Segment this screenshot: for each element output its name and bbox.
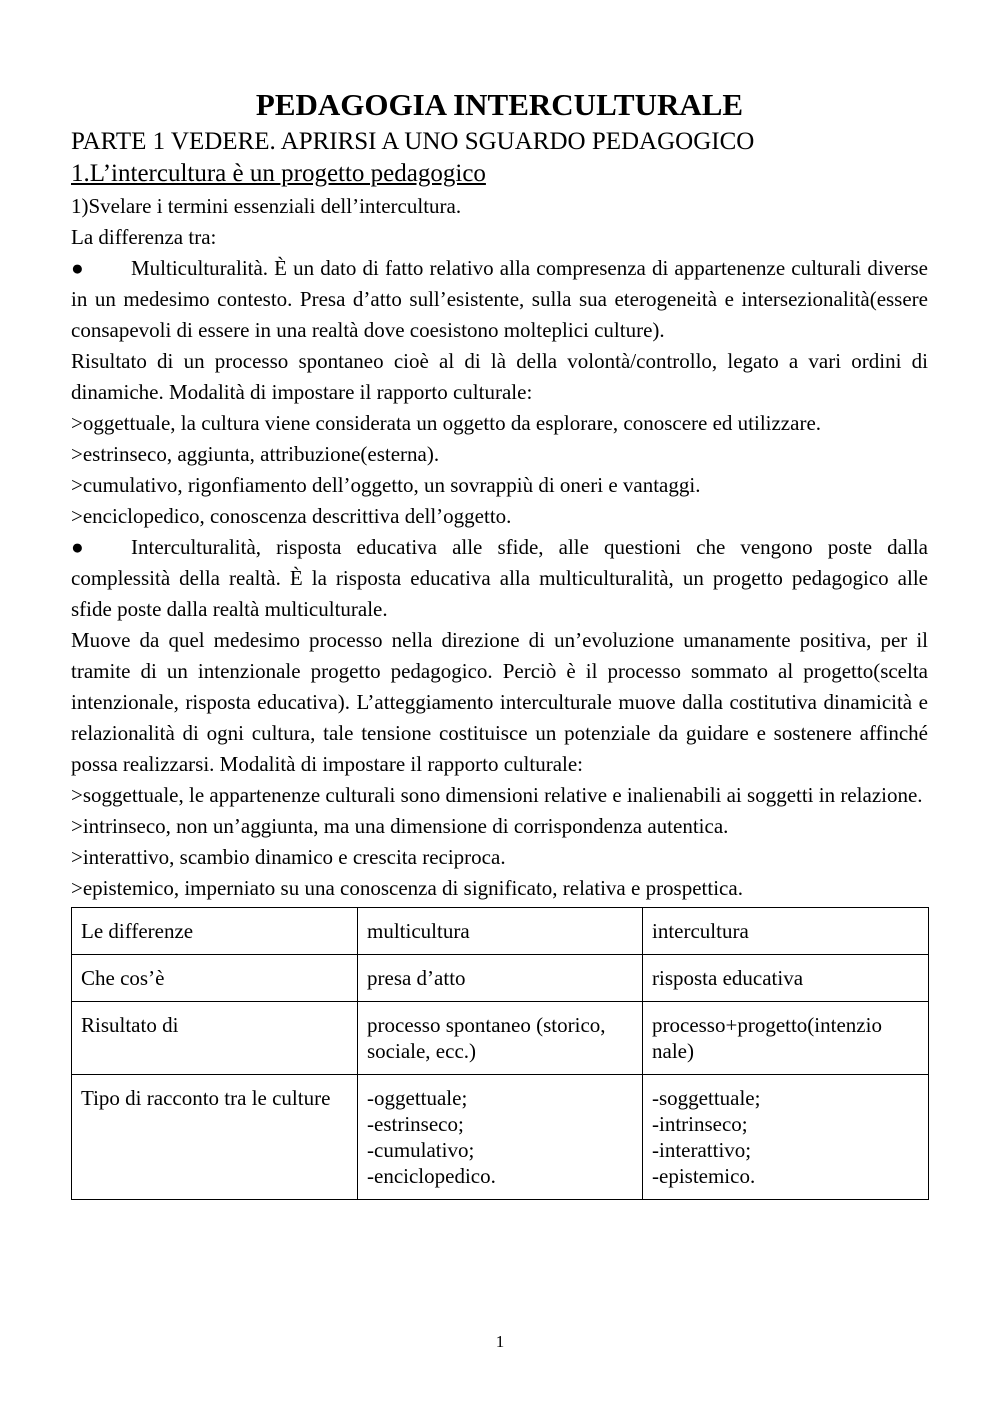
document-title: PEDAGOGIA INTERCULTURALE <box>255 87 744 122</box>
table-row <box>72 1002 929 1075</box>
multi-paragraph: Risultato di un processo spontaneo cioè al di là della volontà/controllo, legato a vari ordini di dinamiche. Modalità di impostare il rapporto culturale: <box>71 349 928 404</box>
table-cell: presa d’atto <box>358 955 643 1002</box>
inter-paragraph: Muove da quel medesimo processo nella direzione di un’evoluzione umanamente positiva, per il tramite di un intenzionale progetto pedagogico. Perciò è il processo sommato al progetto(scelta intenzionale, risposta educativa). L’atteggiamento interculturale muove dalla costitutiva dinamicità e relazionalità di ogni cultura, tale tensione costituisce un potenziale da guidare e sostenere affinché possa realizzarsi. Modalità di impostare il rapporto culturale: <box>71 628 928 776</box>
table-header-cell: intercultura <box>643 908 929 955</box>
inter-list <box>71 780 928 904</box>
list-item: >epistemico, imperniato su una conoscenza di significato, relativa e prospettica. <box>71 876 743 900</box>
table-cell: processo+progetto(intenzio nale) <box>643 1002 929 1075</box>
bullet-text: Interculturalità, risposta educativa alle sfide, alle questioni che vengono poste dalla complessità della realtà. È la risposta educativa alla multiculturalità, un progetto pedagogico alle sfide poste dalla realtà multiculturale. <box>71 535 928 621</box>
table-header-cell: Le differenze <box>72 908 358 955</box>
list-item: >cumulativo, rigonfiamento dell’oggetto, un sovrappiù di oneri e vantaggi. <box>71 473 701 497</box>
page-number: 1 <box>495 1332 505 1351</box>
table-header-row <box>72 908 929 955</box>
table-cell: risposta educativa <box>643 955 929 1002</box>
differences-table <box>71 907 929 1200</box>
paragraph: 1)Svelare i termini essenziali dell’intercultura. <box>71 194 462 218</box>
table-cell: -soggettuale; -intrinseco; -interattivo; -epistemico. <box>643 1075 929 1200</box>
list-item: >enciclopedico, conoscenza descrittiva dell’oggetto. <box>71 504 512 528</box>
list-item: >estrinseco, aggiunta, attribuzione(esterna). <box>71 442 440 466</box>
table-cell: Tipo di racconto tra le culture <box>72 1075 358 1200</box>
table-cell: Che cos’è <box>72 955 358 1002</box>
list-item: >interattivo, scambio dinamico e crescita reciproca. <box>71 845 506 869</box>
bullet-icon: ● <box>71 256 84 280</box>
chapter-heading: 1.L’intercultura è un progetto pedagogico <box>71 160 486 187</box>
bullet-multiculturalita <box>71 253 928 346</box>
table-cell: Risultato di <box>72 1002 358 1075</box>
bullet-icon: ● <box>71 535 84 559</box>
table-row <box>72 955 929 1002</box>
bullet-interculturalita <box>71 532 928 625</box>
page-content <box>71 84 928 1200</box>
table-cell: processo spontaneo (storico, sociale, ecc.) <box>358 1002 643 1075</box>
part-heading: PARTE 1 VEDERE. APRIRSI A UNO SGUARDO PEDAGOGICO <box>71 128 755 155</box>
multi-list <box>71 408 928 532</box>
table-cell: -oggettuale; -estrinseco; -cumulativo; -enciclopedico. <box>358 1075 643 1200</box>
table-row <box>72 1075 929 1200</box>
list-item: >soggettuale, le appartenenze culturali sono dimensioni relative e inalienabili ai soggetti in relazione. <box>71 783 923 807</box>
table-header-cell: multicultura <box>358 908 643 955</box>
bullet-text: Multiculturalità. È un dato di fatto relativo alla compresenza di appartenenze culturali diverse in un medesimo contesto. Presa d’atto sull’esistente, sulla sua eterogeneità e intersezionalità(essere consapevoli di essere in una realtà dove coesistono molteplici culture). <box>71 256 928 342</box>
list-item: >oggettuale, la cultura viene considerata un oggetto da esplorare, conoscere ed utilizzare. <box>71 411 822 435</box>
list-item: >intrinseco, non un’aggiunta, ma una dimensione di corrispondenza autentica. <box>71 814 729 838</box>
paragraph: La differenza tra: <box>71 225 217 249</box>
